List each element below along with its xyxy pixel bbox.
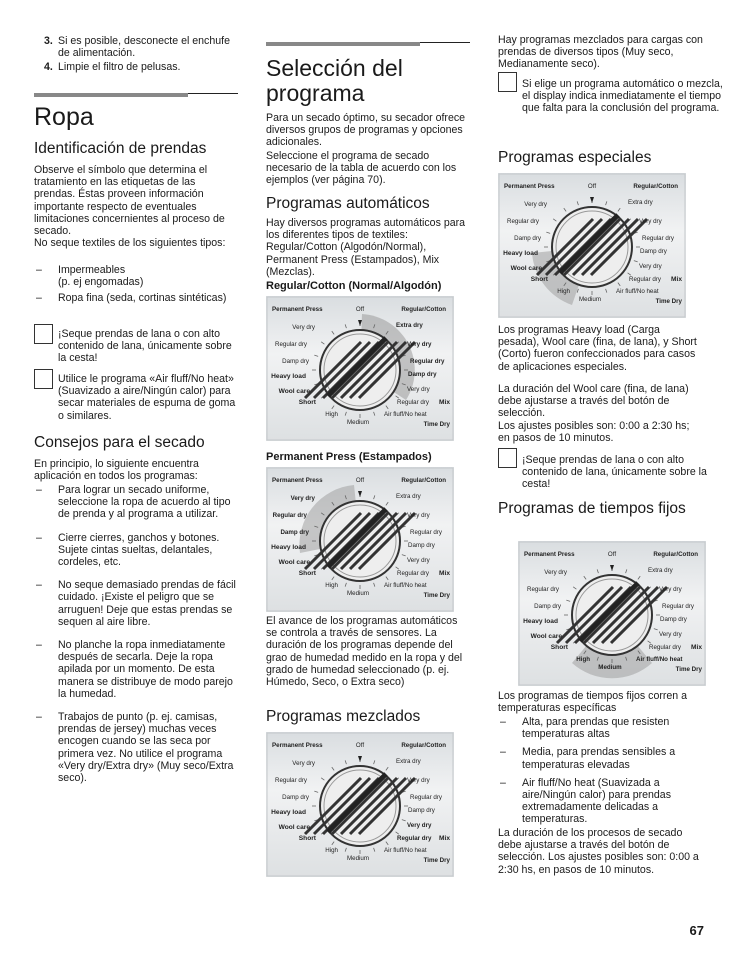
dial-label: Wool care (278, 388, 310, 395)
dial-timed (518, 541, 706, 686)
dial-label: Very dry (407, 386, 430, 393)
dial-label: Very dry (407, 557, 430, 564)
dial-label: Very dry (292, 324, 315, 331)
list-item: – Alta, para prendas que resisten temperaturas altas (498, 716, 704, 740)
dial-label: Short (298, 570, 316, 577)
dial-label: Heavy load (271, 373, 306, 380)
dial-label: Damp dry (280, 529, 309, 536)
dial-label: Extra dry (628, 199, 653, 206)
dial-svg (498, 173, 686, 318)
dial-label: Air fluff/No heat (384, 411, 427, 418)
ident-paragraph-2: No seque textiles de los siguientes tipos: (34, 237, 226, 249)
dial-label: Very dry (524, 201, 547, 208)
dial-label: High (576, 656, 590, 663)
auto-paragraph-2: El avance de los programas automáticos se controla a través de sensores. La duración de los programas depende del grao de humedad medido en la ropa y del grado de humedad seleccionado (p. ej. Húmedo, Seco, o Extra seco) (266, 615, 463, 689)
list-item: – Media, para prendas sensibles a temperaturas elevadas (498, 746, 704, 770)
dial-label: Medium (598, 664, 622, 671)
dial-svg (266, 296, 454, 441)
dial-label: Regular dry (397, 570, 429, 577)
heading-automaticos: Programas automáticos (266, 195, 430, 212)
dial-label: Air fluff/No heat (384, 582, 427, 589)
dial-label: Regular dry (410, 529, 442, 536)
dial-label: Regular dry (629, 276, 661, 283)
list-item: – Impermeables (p. ej engomadas) (34, 264, 238, 288)
dial-label: Very dry (639, 218, 662, 225)
dial-label: Very dry (290, 495, 315, 502)
heading-mezclados: Programas mezclados (266, 708, 421, 725)
mixed-paragraph: Hay programas mezclados para cargas con prendas de diversos tipos (Muy seco, Medianamente seco). (498, 34, 703, 71)
dial-special (498, 173, 686, 318)
dial-label: Heavy load (271, 544, 306, 551)
steps-list (34, 35, 238, 74)
timed-paragraph-2: La duración de los procesos de secado debe ajustarse a través del botón de selección. Los ajustes posibles son: 0:00 a 2:30 hs, en pasos de 10 minutos. (498, 827, 699, 876)
tips-list (34, 484, 238, 788)
dial-label: Wool care (510, 265, 542, 272)
dial-label: Mix (439, 835, 450, 842)
dial-label: High (325, 847, 338, 854)
dial-label: Damp dry (640, 248, 667, 255)
dial-label: Damp dry (534, 603, 561, 610)
dial-label: Regular dry (662, 603, 694, 610)
dial-label: Damp dry (660, 616, 687, 623)
dial-svg (266, 732, 454, 877)
dial-label: Very dry (407, 512, 430, 519)
dial-label: Short (530, 276, 548, 283)
special-paragraph: Los programas Heavy load (Carga pesada), Wool care (fina, de lana), y Short (Corto) fueron confeccionados para casos de aplicaciones especiales. (498, 324, 697, 373)
dial-label: Extra dry (648, 567, 673, 574)
dial-label: Very dry (407, 777, 430, 784)
dial-label: Heavy load (271, 809, 306, 816)
dial-label: Regular dry (410, 358, 445, 365)
dial-permanent-press (266, 467, 454, 612)
dial-label: Medium (346, 855, 370, 862)
dial-label: Regular dry (272, 512, 307, 519)
dial-label: Short (550, 644, 568, 651)
dial-label: High (325, 582, 338, 589)
dial-label: Regular dry (397, 835, 432, 842)
dial-label: Permanent Press (272, 306, 323, 313)
dial-label: Time Dry (423, 592, 450, 599)
section-rule (266, 42, 470, 46)
dial-label: Regular dry (507, 218, 539, 225)
note-box-icon (34, 369, 53, 389)
dial-label: Mix (691, 644, 702, 651)
list-item: – Air fluff/No heat (Suavizada a aire/Ningún calor) para prendas extremadamente delicadas a temperaturas. (498, 777, 704, 826)
dial-label: Extra dry (396, 493, 421, 500)
dial-label: Wool care (278, 824, 310, 831)
intro-paragraph-2: Seleccione el programa de secado necesario de la tabla de acuerdo con los ejemplos (ver página 70). (266, 150, 457, 187)
note-wool-2: ¡Seque prendas de lana o con alto contenido de lana, únicamente sobre la cesta! (498, 448, 728, 491)
dial-label: Wool care (278, 559, 310, 566)
timed-paragraph: Los programas de tiempos fijos corren a temperaturas específicas (498, 690, 688, 715)
dial-label: High (325, 411, 338, 418)
dial-label: Air fluff/No heat (636, 656, 683, 663)
dial-label: Extra dry (396, 758, 421, 765)
dial-label: Regular dry (649, 644, 681, 651)
tips-paragraph: En principio, lo siguiente encuentra aplicación en todos los programas: (34, 458, 199, 483)
section-rule (34, 93, 238, 97)
dial-label: Regular dry (275, 777, 307, 784)
dial-label: Off (355, 742, 365, 749)
heading-consejos: Consejos para el secado (34, 434, 205, 451)
dial-label: Damp dry (408, 371, 437, 378)
heading-identificacion: Identificación de prendas (34, 140, 207, 157)
dial-label: Damp dry (282, 794, 309, 801)
dial-label: Very dry (407, 341, 432, 348)
dial-label: Very dry (292, 760, 315, 767)
dial-label: Extra dry (396, 322, 423, 329)
dial-label: Permanent Press (524, 551, 575, 558)
dial-label: Regular/Cotton (633, 183, 678, 190)
section-title-seleccion: Selección del programa (266, 55, 403, 106)
intro-paragraph: Para un secado óptimo, su secador ofrece diversos grupos de programas y opciones adicionales. (266, 112, 466, 149)
dial-label: Off (355, 306, 365, 313)
dial-label: Time Dry (675, 666, 702, 673)
note-box-icon (498, 448, 517, 468)
dial-label: Off (587, 183, 597, 190)
section-title-ropa: Ropa (34, 103, 94, 131)
dial-label: High (557, 288, 570, 295)
dial-label: Off (355, 477, 365, 484)
dial-label: Off (607, 551, 617, 558)
dial-label: Regular dry (275, 341, 307, 348)
list-item: – No seque demasiado prendas de fácil cuidado. ¡Existe el peligro que se arruguen! Deje que estas prendas se sequen al aire libre. (34, 579, 238, 628)
dial-label: Time Dry (655, 298, 682, 305)
list-item: – Ropa fina (seda, cortinas sintéticas) (34, 292, 238, 304)
dial-label: Permanent Press (504, 183, 555, 190)
note-air-fluff: Utilice le programa «Air fluff/No heat» (Suavizado a aire/Ningún calor) para secar materiales de espuma de goma o similares. (34, 369, 238, 422)
dial-svg (518, 541, 706, 686)
dial-label: Time Dry (423, 857, 450, 864)
note-box-icon (34, 324, 53, 344)
dial-label: Permanent Press (272, 477, 323, 484)
dial-label: Regular/Cotton (401, 742, 446, 749)
timed-list (498, 716, 704, 830)
dial-label: Short (298, 399, 316, 406)
dial-label: Regular/Cotton (653, 551, 698, 558)
dial-svg (266, 467, 454, 612)
page-number: 67 (689, 923, 704, 938)
dial-label: Very dry (639, 263, 662, 270)
dial-label: Regular dry (527, 586, 559, 593)
list-item: – Trabajos de punto (p. ej. camisas, prendas de jersey) muchas veces encogen cuando se las seca por primera vez. No utilice el programa «Very dry/Extra dry» (Muy seco/Extra seco). (34, 711, 238, 784)
dial-label: Air fluff/No heat (616, 288, 659, 295)
dial-label: Very dry (407, 822, 432, 829)
ident-list (34, 264, 238, 309)
dial-label: Medium (578, 296, 602, 303)
dial-label: Air fluff/No heat (384, 847, 427, 854)
ident-paragraph: Observe el símbolo que determina el tratamiento en las etiquetas de las prendas. Éstas proveen información importante respecto de eventuales limitaciones concernientes al proceso de secado. (34, 164, 225, 238)
note-display: Si elige un programa automático o mezcla, el display indica inmediatamente el tiempo que falta para la conclusión del programa. (498, 72, 728, 115)
auto-paragraph: Hay diversos programas automáticos para los diferentes tipos de textiles: Regular/Cotton (Algodón/Normal), Permanent Press (Estampados), Mix (Mezclas). (266, 217, 466, 278)
dial-label: Very dry (659, 631, 682, 638)
dial-label: Heavy load (523, 618, 558, 625)
step-item: 3. Si es posible, desconecte el enchufe de alimentación. (44, 35, 230, 60)
heading-regular-cotton: Regular/Cotton (Normal/Algodón) (266, 280, 442, 292)
dial-label: Medium (346, 590, 370, 597)
list-item: – No planche la ropa inmediatamente después de secarla. Deje la ropa apilada por un momento. De esta manera se distribuye de modo parejo la humedad. (34, 639, 238, 700)
heading-tiempos-fijos: Programas de tiempos fijos (498, 500, 686, 517)
heading-especiales: Programas especiales (498, 149, 652, 166)
dial-label: Time Dry (423, 421, 450, 428)
dial-regular-cotton (266, 296, 454, 441)
dial-label: Mix (439, 399, 450, 406)
dial-label: Regular dry (397, 399, 429, 406)
dial-label: Regular/Cotton (401, 306, 446, 313)
note-wool: ¡Seque prendas de lana o con alto contenido de lana, únicamente sobre la cesta! (34, 324, 238, 365)
dial-label: Regular dry (642, 235, 674, 242)
dial-label: Damp dry (282, 358, 309, 365)
list-item: – Cierre cierres, ganchos y botones. Sujete cintas sueltas, delantales, cordeles, etc. (34, 532, 238, 569)
heading-permanent-press: Permanent Press (Estampados) (266, 451, 432, 463)
dial-label: Medium (346, 419, 370, 426)
dial-label: Permanent Press (272, 742, 323, 749)
dial-label: Very dry (544, 569, 567, 576)
dial-label: Short (298, 835, 316, 842)
dial-mixed (266, 732, 454, 877)
note-box-icon (498, 72, 517, 92)
dial-label: Heavy load (503, 250, 538, 257)
dial-label: Regular dry (410, 794, 442, 801)
list-item: – Para lograr un secado uniforme, seleccione la ropa de acuerdo al tipo de prenda y al programa a utilizar. (34, 484, 238, 521)
step-item: 4. Limpie el filtro de pelusas. (44, 61, 181, 74)
dial-label: Mix (671, 276, 682, 283)
dial-label: Very dry (659, 586, 682, 593)
dial-label: Damp dry (408, 807, 435, 814)
dial-label: Regular/Cotton (401, 477, 446, 484)
dial-label: Damp dry (514, 235, 541, 242)
dial-label: Mix (439, 570, 450, 577)
special-paragraph-2: La duración del Wool care (fina, de lana) debe ajustarse a través del botón de selección. Los ajustes posibles son: 0:00 a 2:30 hs; en pasos de 10 minutos. (498, 383, 690, 444)
dial-label: Wool care (530, 633, 562, 640)
dial-label: Damp dry (408, 542, 435, 549)
